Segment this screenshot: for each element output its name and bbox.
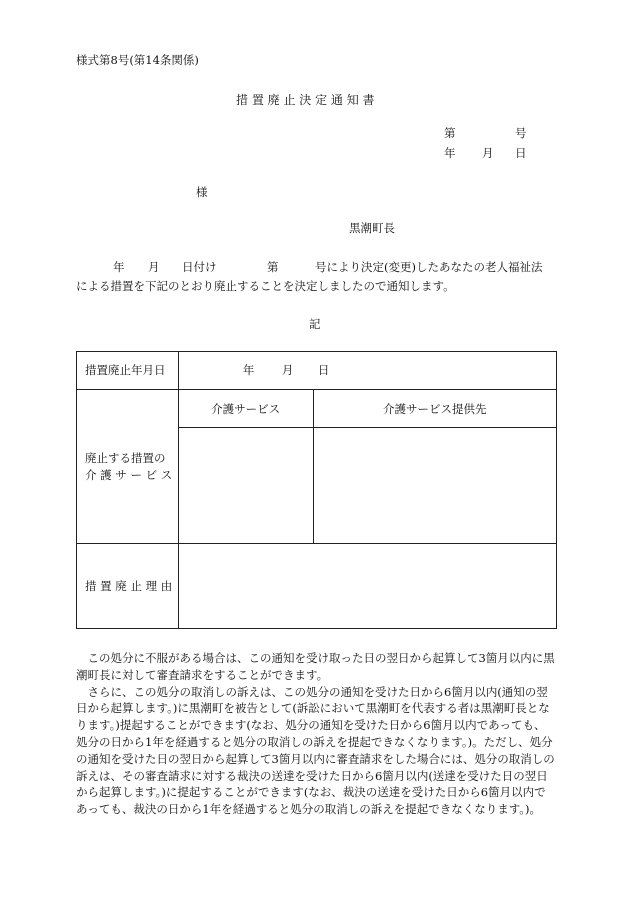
body-dated: 日付け	[182, 260, 217, 274]
doc-date-day: 日	[515, 146, 527, 160]
doc-date-month: 月	[482, 146, 494, 160]
addressee-suffix: 様	[196, 185, 208, 199]
appeal-notice	[76, 650, 556, 818]
body-line2: による措置を下記のとおり廃止することを決定しましたので通知します。	[76, 279, 455, 293]
table-date-month: 月	[281, 363, 294, 377]
body-year: 年	[113, 260, 125, 274]
details-table	[76, 351, 557, 629]
table-date-day: 日	[317, 363, 330, 377]
body-month: 月	[148, 260, 160, 274]
row-service-label-line1: 廃止する措置の	[85, 450, 166, 465]
reason-cell	[178, 544, 556, 629]
document-title: 措 置 廃 止 決 定 通 知 書	[236, 93, 375, 107]
ki-heading: 記	[309, 317, 321, 331]
doc-number-dai: 第	[444, 126, 456, 140]
row-service-label	[77, 390, 179, 544]
notice-paragraph-1: この処分に不服がある場合は、この通知を受け取った日の翌日から起算して3箇月以内に黒潮町長に対して審査請求をすることができます。	[76, 651, 555, 682]
notice-paragraph-2: さらに、この処分の取消しの訴えは、この処分の通知を受けた日から6箇月以内(通知の翌日から起算します。)に黒潮町を被告として(訴訟において黒潮町を代表する者は黒潮町長となります。)提起することができます(なお、処分の通知を受けた日から6箇月以内であっても、処分の日から1年を経過すると処分の取消しの訴えを提起できなくなります。)。ただし、処分の通知を受けた日の翌日から起算して3箇月以内に審査請求をした場合には、処分の取消しの訴えは、その審査請求に対する裁決の送達を受けた日から6箇月以内(送達を受けた日の翌日から起算します。)に提起することができます(なお、裁決の送達を受けた日から6箇月以内であっても、裁決の日から1年を経過すると処分の取消しの訴えを提起できなくなります。)。	[76, 684, 555, 817]
doc-number-go: 号	[515, 126, 527, 140]
body-dai: 第	[267, 260, 279, 274]
issuer-name: 黒潮町長	[349, 221, 395, 235]
row-reason-label: 措 置 廃 止 理 由	[77, 544, 179, 629]
row-date-label: 措置廃止年月日	[77, 352, 179, 390]
table-date-year: 年	[242, 363, 255, 377]
body-line1-rest: 号により決定(変更)したあなたの老人福祉法	[315, 260, 543, 274]
service-cell	[178, 428, 313, 544]
form-number: 様式第8号(第14条関係)	[76, 53, 199, 67]
row-date-value	[178, 352, 556, 390]
col-header-provider: 介護サービス提供先	[313, 390, 556, 428]
provider-cell	[313, 428, 556, 544]
row-service-label-line2: 介 護 サ ー ビ ス	[85, 467, 173, 482]
col-header-service: 介護サービス	[178, 390, 313, 428]
doc-date-year: 年	[444, 146, 456, 160]
